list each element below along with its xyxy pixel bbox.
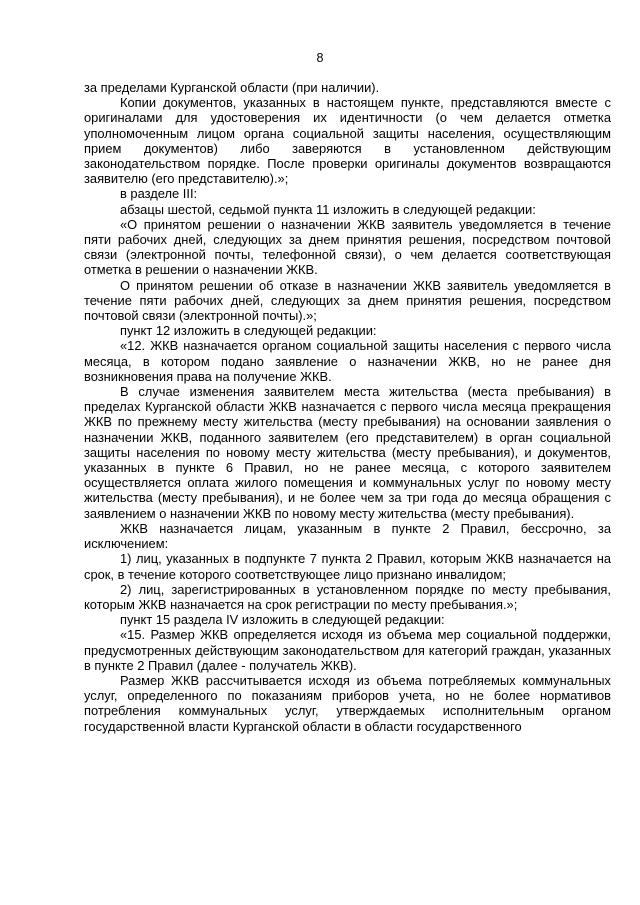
paragraph-clause-15: «15. Размер ЖКВ определяется исходя из объема мер социальной поддержки, предусмотренных действующим законодательством для категорий граждан, указанных в пункте 2 Правил (далее - получатель ЖКВ). — [84, 627, 611, 673]
page-number: 8 — [316, 51, 324, 65]
paragraph-indefinite-assignment: ЖКВ назначается лицам, указанным в пункте 2 Правил, бессрочно, за исключением: — [84, 520, 611, 552]
paragraph-copies-of-documents: Копии документов, указанных в настоящем пункте, представляются вместе с оригиналами для удостоверения их идентичности (о чем делается отметка уполномоченным лицом органа социальной защиты населения, осуществляющим прием документов) либо заверяются в установленном действующим законодательством порядке. После проверки оригиналы документов возвращаются заявителю (его представителю).»; — [84, 95, 611, 187]
paragraph-clause-15-intro: пункт 15 раздела IV изложить в следующей редакции: — [120, 612, 445, 628]
paragraph-refusal-notification: О принятом решении об отказе в назначении ЖКВ заявитель уведомляется в течение пяти рабочих дней, следующих за днем принятия решения, посредством почтовой связи (электронной почты).»; — [84, 277, 611, 324]
document-body — [84, 80, 611, 734]
paragraph-clause-11-intro: абзацы шестой, седьмой пункта 11 изложить в следующей редакции: — [120, 201, 536, 217]
paragraph-exception-1: 1) лиц, указанных в подпункте 7 пункта 2 Правил, которым ЖКВ назначается на срок, в течение которого соответствующее лицо признано инвалидом; — [84, 551, 611, 582]
paragraph-amount-calculation: Размер ЖКВ рассчитывается исходя из объема потребляемых коммунальных услуг, определенного по показаниям приборов учета, но не более нормативов потребления коммунальных услуг, утверждаемых исполнительным органом государственной власти Курганской области в области государственного — [84, 672, 611, 734]
paragraph-continuation: за пределами Курганской области (при наличии). — [84, 80, 380, 95]
paragraph-change-of-residence: В случае изменения заявителем места жительства (места пребывания) в пределах Курганской области ЖКВ назначается с первого числа месяца прекращения ЖКВ по прежнему месту жительства (месту пребывания) на основании заявления о назначении ЖКВ, поданного заявителем (его представителем) в орган социальной защиты населения по новому месту жительства (месту пребывания), и документов, указанных в пункте 6 Правил, но не ранее месяца, с которого заявителем осуществляется оплата жилого помещения и коммунальных услуг по новому месту жительства (месту пребывания), и не более чем за три года до месяца обращения с заявлением о назначении ЖКВ по новому месту жительства (месту пребывания). — [84, 384, 611, 521]
paragraph-section-iii: в разделе III: — [120, 186, 198, 202]
paragraph-clause-12: «12. ЖКВ назначается органом социальной защиты населения с первого числа месяца, в котором подано заявление о назначении ЖКВ, но не ранее дня возникновения права на получение ЖКВ. — [84, 338, 611, 384]
paragraph-exception-2: 2) лиц, зарегистрированных в установленном порядке по месту пребывания, которым ЖКВ назначается на срок регистрации по месту пребывания.»; — [84, 581, 611, 612]
paragraph-clause-12-intro: пункт 12 изложить в следующей редакции: — [120, 323, 377, 339]
paragraph-decision-notification: «О принятом решении о назначении ЖКВ заявитель уведомляется в течение пяти рабочих дней, следующих за днем принятия решения, посредством почтовой связи (электронной почты, телефонной связи), о чем делается соответствующая отметка в решении о назначении ЖКВ. — [84, 216, 611, 278]
